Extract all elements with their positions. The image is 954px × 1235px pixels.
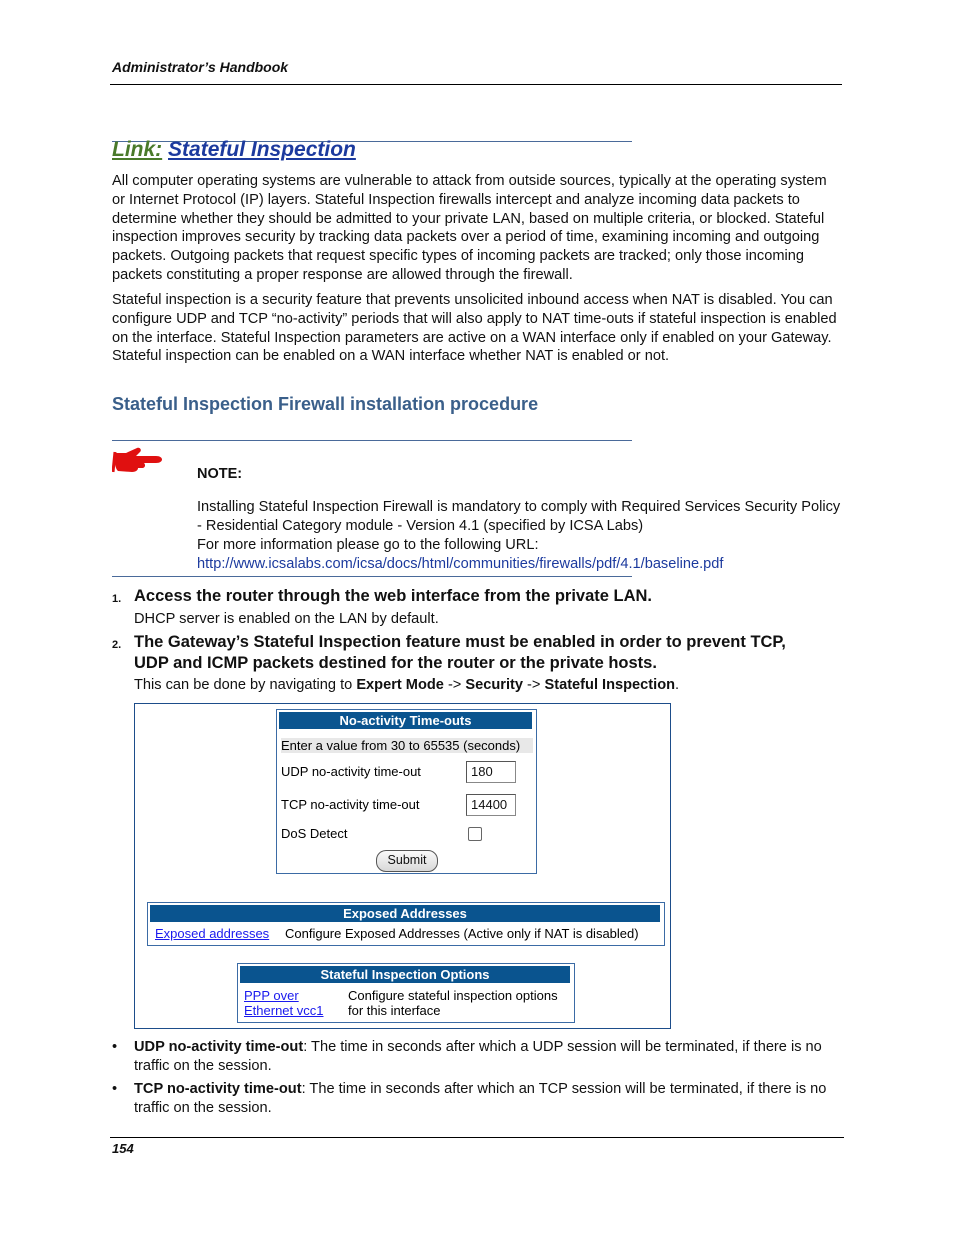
running-header: Administrator’s Handbook (112, 59, 289, 75)
ppp-interface-link[interactable] (244, 988, 324, 1018)
step-1-title: Access the router through the web interface from the private LAN. (134, 587, 653, 605)
note-label: NOTE: (197, 466, 243, 482)
ppp-interface-link-line2[interactable]: Ethernet vcc1 (244, 1003, 324, 1018)
timeouts-hint: Enter a value from 30 to 65535 (seconds) (281, 738, 533, 753)
note-url-intro: For more information please go to the following URL: (197, 537, 539, 553)
bullet-tcp (112, 1080, 842, 1118)
step-1-body: DHCP server is enabled on the LAN by default. (134, 611, 439, 627)
note-bottom-rule (112, 576, 632, 577)
nav-expert-mode: Expert Mode (356, 677, 444, 693)
nav-security: Security (465, 677, 523, 693)
bullet-tcp-text: : The time in seconds after which an TCP session will be terminated, if there is no traffic on the session. (134, 1081, 827, 1116)
exposed-addresses-panel (147, 902, 665, 946)
timeouts-header: No-activity Time-outs (279, 712, 532, 729)
header-rule (110, 84, 842, 85)
nav-sep-2: -> (522, 677, 545, 693)
step-2-body-prefix: This can be done by navigating to (134, 677, 357, 693)
note-body (197, 498, 847, 574)
step-2-title: The Gateway’s Stateful Inspection feature must be enabled in order to prevent TCP, UDP and ICMP packets destined for the router or the private hosts. (134, 633, 786, 672)
stateful-options-desc-line2: for this interface (348, 1003, 441, 1018)
nav-stateful-inspection: Stateful Inspection (544, 677, 676, 693)
exposed-addresses-link[interactable]: Exposed addresses (155, 926, 270, 941)
nat-paragraph: Stateful inspection is a security feature that prevents unsolicited inbound access when NAT is disabled. You can configure UDP and TCP “no-activity” periods that will also apply to NAT time-outs if stateful inspection is enabled on the interface. Stateful Inspection parameters are active on a WAN interface only if enabled on your Gateway. Stateful inspection can be enabled on a WAN interface whether NAT is enabled or not. (112, 292, 837, 365)
note-text: Installing Stateful Inspection Firewall is mandatory to comply with Required Services Security Policy - Residential Category module - Version 4.1 (specified by ICSA Labs) (197, 499, 841, 534)
udp-timeout-input[interactable]: 180 (466, 761, 516, 783)
subsection-title: Stateful Inspection Firewall installation procedure (112, 394, 539, 414)
note-url-link[interactable]: http://www.icsalabs.com/icsa/docs/html/communities/firewalls/pdf/4.1/baseline.pdf (197, 556, 724, 572)
bullet-dot: • (112, 1039, 118, 1055)
section-title (112, 138, 356, 162)
bullet-udp-text: : The time in seconds after which a UDP session will be terminated, if there is no traffic on the session. (134, 1039, 822, 1074)
nav-sep-1: -> (443, 677, 466, 693)
dos-detect-label: DoS Detect (281, 826, 348, 841)
step-2-body-suffix: . (675, 677, 680, 693)
udp-timeout-label: UDP no-activity time-out (281, 764, 421, 779)
tcp-timeout-label: TCP no-activity time-out (281, 797, 420, 812)
bullet-udp-term: UDP no-activity time-out (134, 1039, 304, 1055)
ppp-interface-link-line1[interactable]: PPP over (244, 988, 299, 1003)
stateful-options-panel (237, 963, 575, 1023)
tcp-timeout-input[interactable]: 14400 (466, 794, 516, 816)
footer-rule (110, 1137, 844, 1138)
step-1-number: 1. (112, 593, 122, 605)
intro-paragraph: All computer operating systems are vulnerable to attack from outside sources, typically at the operating system or Internet Protocol (IP) layers. Stateful Inspection firewalls intercept and analyze incoming data packets to determine whether they should be admitted to your private LAN, based on multiple criteria, or blocked. Stateful inspection improves security by tracking data packets over a period of time, examining incoming and outgoing packets. Outgoing packets that request specific types of incoming packets are tracked; only those incoming packets constituting a proper response are allowed through the firewall. (112, 173, 827, 283)
exposed-addresses-desc: Configure Exposed Addresses (Active only if NAT is disabled) (285, 926, 639, 941)
timeouts-panel (276, 709, 537, 874)
exposed-addresses-header: Exposed Addresses (150, 905, 660, 922)
submit-button[interactable]: Submit (376, 850, 438, 872)
dos-detect-checkbox[interactable] (468, 827, 482, 841)
stateful-options-desc (348, 988, 558, 1018)
note-top-rule (112, 440, 632, 441)
bullet-tcp-term: TCP no-activity time-out (134, 1081, 302, 1097)
step-2-body (134, 677, 679, 693)
section-title-link[interactable]: Stateful Inspection (168, 138, 356, 161)
section-title-prefix: Link: (112, 138, 163, 161)
bullet-dot: • (112, 1081, 118, 1097)
pointing-hand-icon (112, 447, 166, 480)
page-number: 154 (112, 1141, 134, 1156)
step-2-number: 2. (112, 639, 122, 651)
router-screenshot (134, 703, 671, 1029)
stateful-options-header: Stateful Inspection Options (240, 966, 570, 983)
bullet-udp (112, 1038, 842, 1076)
stateful-options-desc-line1: Configure stateful inspection options (348, 988, 558, 1003)
